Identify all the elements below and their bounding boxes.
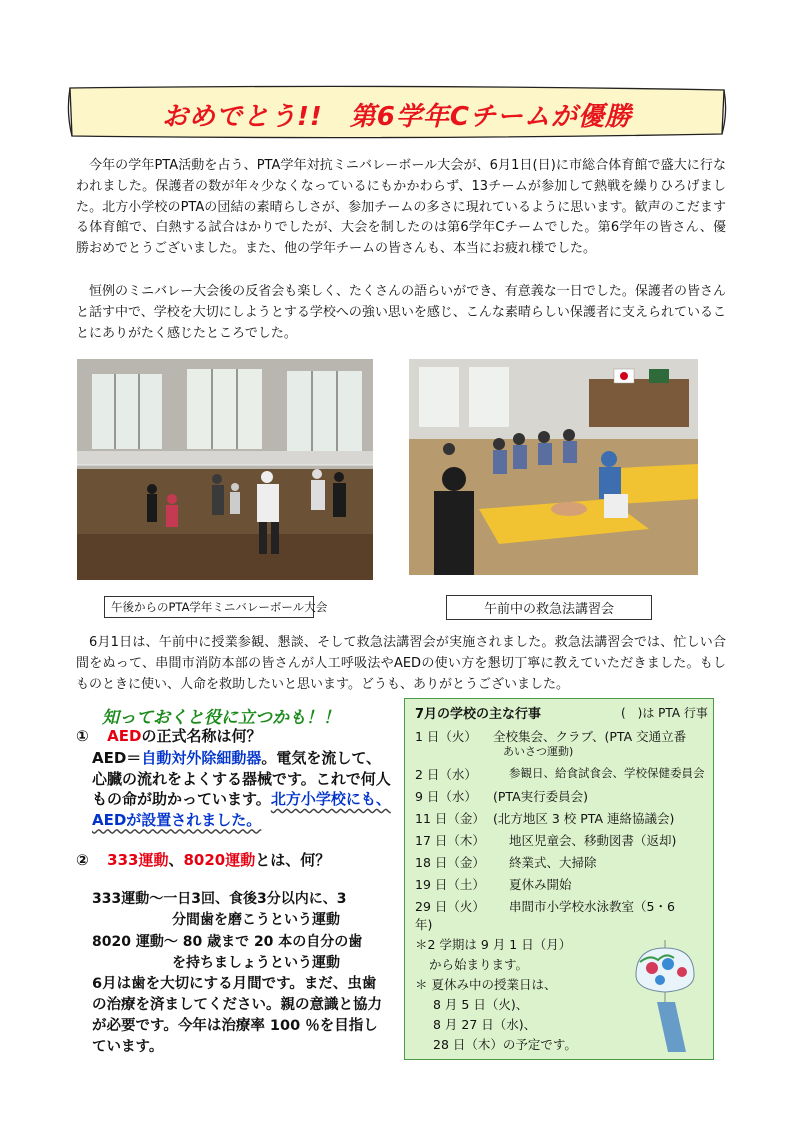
schedule-summer-day-1: 8 月 5 日（火)、 — [433, 997, 529, 1012]
first-aid-photo-caption: 午前中の救急法講習会 — [446, 595, 652, 620]
schedule-date: 11 日（金） — [415, 811, 485, 826]
intro-paragraph-1: 今年の学年PTA活動を占う、PTA学年対抗ミニバレーボール大会が、6月1日(日)に市総合体育館で盛大に行なわれました。保護者の数が年々少なくなっているにもかかわらず、13チームが参加して熱戦を繰りひろげました。北方小学校のPTAの団結の素晴らしさが、参加チームの多さに現れているように思います。歓声のこだまする体育館で、白熱する試合はかりでしたが、大会を制したのは第6学年Cチームでした。第6学年の皆さん、優勝おめでとうございました。また、他の学年チームの皆さんも、本当にお疲れ様でした。 — [76, 158, 726, 257]
volleyball-photo-caption: 午後からのPTA学年ミニバレーボール大会 — [104, 596, 314, 618]
answer-2-8020-tail: を持ちましょうという運動 — [172, 955, 340, 971]
schedule-event: 終業式、大掃除 — [509, 855, 597, 870]
schedule-date: 年) — [415, 917, 433, 932]
schedule-event: 夏休み開始 — [509, 877, 572, 892]
schedule-event: あいさつ運動) — [503, 745, 574, 758]
question-1 — [76, 726, 376, 747]
schedule-summer-note: ＊ 夏休み中の授業日は、 — [415, 977, 557, 992]
schedule-row — [415, 897, 675, 915]
schedule-event: (PTA実行委員会) — [493, 789, 589, 804]
schedule-row — [415, 875, 572, 893]
schedule-row — [415, 727, 687, 745]
question-2-separator: 、 — [168, 851, 184, 869]
wind-chime-illustration — [630, 940, 700, 1059]
schedule-summer-day-3: 28 日（木）の予定です。 — [433, 1037, 577, 1052]
schedule-summer-day-2: 8 月 27 日（水)、 — [433, 1017, 537, 1032]
schedule-row — [415, 915, 432, 933]
schedule-row — [415, 809, 675, 827]
volleyball-photo — [77, 359, 373, 580]
answer-1-formal-name: 自動対外除細動器 — [141, 749, 262, 767]
first-aid-report-paragraph: 6月1日は、午前中に授業参観、懇談、そして救急法講習会が実施されました。救急法講習会では、忙しい合間をぬって、串間市消防本部の皆さんが人工呼吸法やAEDの使い方を懇切丁寧に教えていただきました。もしものときに使い、人命を救助したいと思います。どうも、ありがとうございました。 — [76, 635, 726, 692]
answer-2-333-tail: 分間歯を磨こうという運動 — [172, 912, 340, 928]
answer-2-333 — [92, 889, 392, 931]
answer-2-333-head: 333運動～一日3回、食後3分以内に、3 — [92, 891, 347, 907]
schedule-pta-note: ( )は PTA 行事 — [621, 706, 708, 720]
question-2-text: とは、何？ — [255, 851, 331, 869]
answer-1-school-note: 北方小学校にも、AEDが設置されました。 — [92, 790, 391, 829]
schedule-term2-note-cont: から始まります。 — [429, 957, 529, 972]
schedule-event: 参観日、給食試食会、学校保健委員会 — [509, 766, 705, 780]
schedule-date: 17 日（木） — [415, 833, 485, 848]
answer-1 — [92, 748, 392, 830]
schedule-event: 全校集会、クラブ、(PTA 交通立番 — [493, 729, 687, 744]
question-2-term-8020: 8020運動 — [183, 851, 256, 869]
info-section-title: 知っておくと役に立つかも！！ — [102, 708, 340, 728]
schedule-row — [415, 787, 589, 805]
schedule-event: (北方地区 3 校 PTA 連絡協議会) — [493, 811, 675, 826]
schedule-date: 29 日（火） — [415, 899, 485, 914]
question-2 — [76, 850, 376, 871]
schedule-date: 18 日（金） — [415, 855, 485, 870]
headline-banner — [66, 82, 728, 142]
schedule-event: 串間市小学校水泳教室（5・6 — [509, 899, 675, 914]
headline-title: おめでとう!! 第6学年Cチームが優勝 — [162, 102, 632, 132]
schedule-date: 19 日（土） — [415, 877, 485, 892]
question-1-text: の正式名称は何？ — [141, 727, 262, 745]
schedule-row — [415, 853, 597, 871]
question-2-number: ② — [76, 851, 89, 869]
schedule-date: 2 日（水） — [415, 767, 477, 782]
answer-2-8020 — [92, 932, 392, 974]
schedule-term2-note: ＊2 学期は 9 月 1 日（月） — [415, 937, 572, 952]
schedule-event: 地区児童会、移動図書（返却) — [509, 833, 677, 848]
schedule-date: 9 日（水） — [415, 789, 477, 804]
question-2-term-333: 333運動 — [107, 851, 169, 869]
schedule-title: 7月の学校の主な行事 — [415, 707, 542, 722]
question-1-term: AED — [107, 727, 142, 745]
answer-2-note: 6月は歯を大切にする月間です。まだ、虫歯の治療を済ましてください。親の意識と協力が必要です。今年は治療率 100 ％を目指しています。 — [92, 976, 382, 1055]
schedule-row — [415, 831, 677, 849]
answer-2-8020-head: 8020 運動～ 80 歳まで 20 本の自分の歯 — [92, 934, 363, 950]
schedule-date: 1 日（火） — [415, 729, 477, 744]
first-aid-photo — [409, 359, 698, 575]
schedule-row — [415, 765, 705, 783]
question-1-number: ① — [76, 727, 89, 745]
answer-1-prefix: AED＝ — [92, 749, 142, 767]
answer-1-description: 。電気を流して、心臓の流れをよくする器械です。これで何人もの命が助かっています。 — [92, 749, 391, 808]
intro-paragraph-2: 恒例のミニバレー大会後の反省会も楽しく、たくさんの語らいができ、有意義な一日でした。保護者の皆さんと話す中で、学校を大切にしようとする学校への強い思いを感じ、こんな素晴らしい保護者に支えられていることにありがたく感じたところでした。 — [76, 284, 726, 341]
